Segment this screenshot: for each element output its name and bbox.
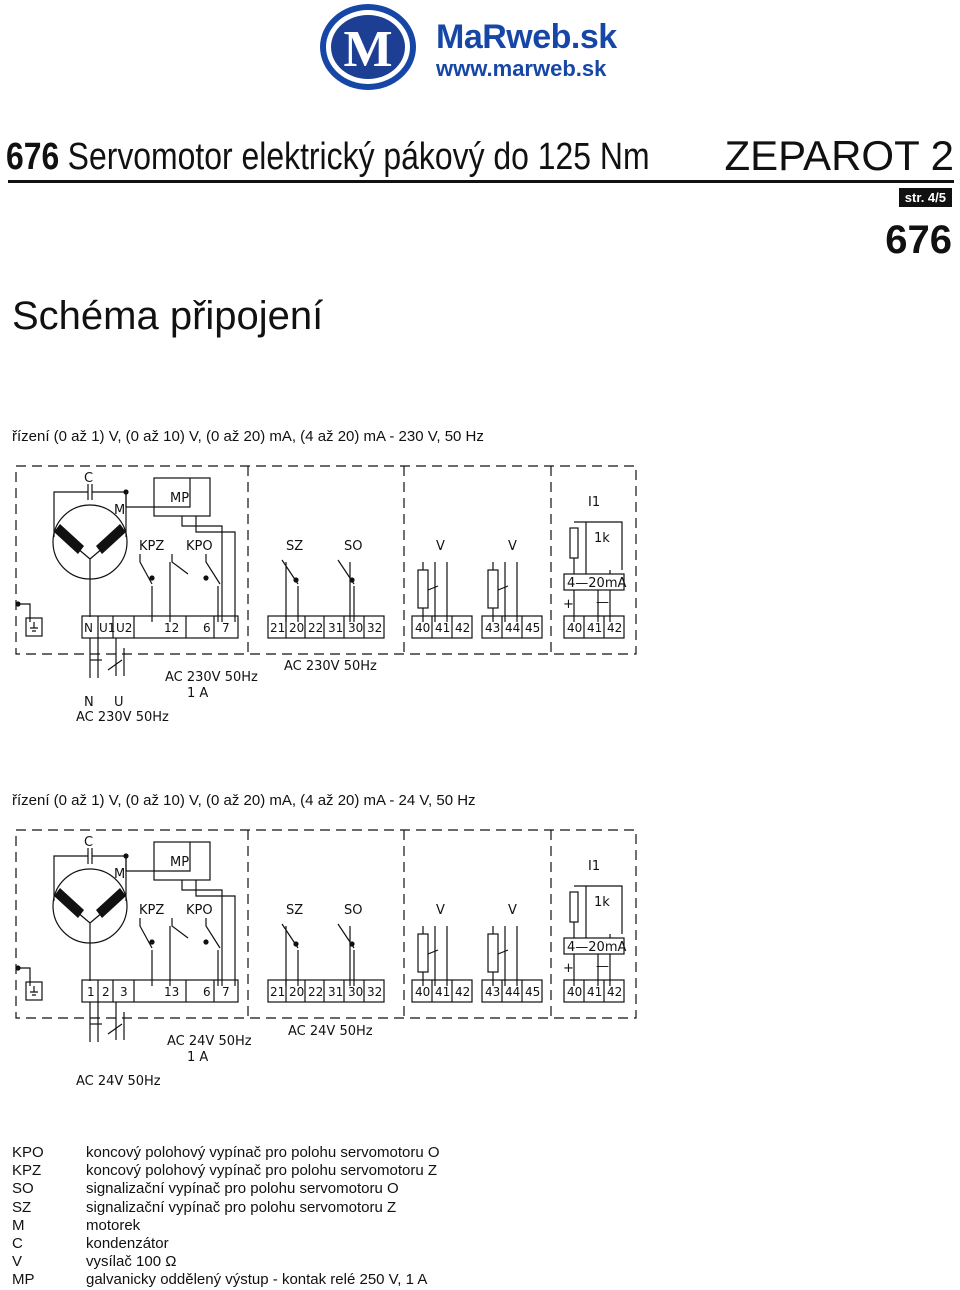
legend-code: M [12, 1216, 25, 1234]
logo-badge [318, 2, 418, 92]
label-u: U [114, 695, 124, 710]
svg-text:32: 32 [367, 621, 383, 635]
legend-text: koncový polohový vypínač pro polohu servomotoru Z [86, 1162, 438, 1180]
label-so: SO [344, 903, 363, 918]
svg-text:30: 30 [348, 985, 364, 999]
svg-text:42: 42 [455, 621, 471, 635]
legend-row [12, 1180, 440, 1198]
product-number: 676 [6, 136, 60, 178]
legend-row [12, 1162, 440, 1180]
supply-main: AC 24V 50Hz [76, 1074, 161, 1089]
svg-text:2: 2 [102, 985, 110, 999]
section-title: Schéma připojení [12, 294, 324, 338]
label-mp: MP [170, 491, 190, 506]
svg-text:22: 22 [308, 621, 324, 635]
svg-text:42: 42 [607, 985, 623, 999]
svg-text:20: 20 [289, 621, 305, 635]
label-c: C [84, 471, 94, 486]
label-mp: MP [170, 855, 190, 870]
svg-text:N: N [84, 621, 93, 635]
legend-code: SZ [12, 1198, 32, 1216]
page-title [6, 136, 650, 179]
label-v2: V [508, 539, 517, 554]
svg-text:6: 6 [203, 985, 211, 999]
legend-text: koncový polohový vypínač pro polohu servomotoru O [86, 1144, 440, 1161]
label-mA: 4—20mA [567, 576, 627, 591]
label-kpo: KPO [186, 903, 213, 918]
label-m: M [114, 503, 126, 518]
svg-text:41: 41 [587, 621, 603, 635]
svg-text:41: 41 [435, 621, 451, 635]
label-sz: SZ [286, 539, 304, 554]
svg-text:40: 40 [415, 621, 431, 635]
label-1k: 1k [594, 895, 610, 910]
legend-text: kondenzátor [86, 1235, 169, 1253]
wiring-diagram-24v [10, 826, 640, 1090]
label-sz: SZ [286, 903, 304, 918]
label-kpz: KPZ [139, 903, 165, 918]
svg-text:31: 31 [328, 621, 344, 635]
label-1k: 1k [594, 531, 610, 546]
svg-text:44: 44 [505, 985, 521, 999]
legend-code: C [12, 1235, 23, 1253]
svg-text:12: 12 [164, 621, 180, 635]
legend-row [12, 1144, 440, 1162]
product-brand: ZEPAROT 2 [724, 132, 954, 179]
header-rule [8, 180, 954, 183]
svg-text:U1: U1 [99, 621, 116, 635]
label-kpz: KPZ [139, 539, 165, 554]
svg-text:7: 7 [222, 985, 230, 999]
svg-text:43: 43 [485, 621, 501, 635]
label-so: SO [344, 539, 363, 554]
label-plus: + [563, 961, 574, 976]
svg-text:41: 41 [587, 985, 603, 999]
label-v1: V [436, 539, 445, 554]
svg-text:21: 21 [270, 985, 286, 999]
svg-text:40: 40 [567, 985, 583, 999]
label-i1: I1 [588, 859, 601, 874]
relay-rating-1: AC 24V 50Hz [167, 1034, 252, 1049]
svg-text:31: 31 [328, 985, 344, 999]
logo-letter: M [343, 21, 393, 78]
label-n: N [84, 695, 94, 710]
relay-rating-1: AC 230V 50Hz [165, 670, 258, 685]
svg-text:21: 21 [270, 621, 286, 635]
supply-main: AC 230V 50Hz [76, 710, 169, 725]
svg-text:42: 42 [607, 621, 623, 635]
legend-text: signalizační vypínač pro polohu servomotoru O [86, 1180, 399, 1198]
wiring-diagram-230v [10, 462, 640, 732]
label-v1: V [436, 903, 445, 918]
legend-text: motorek [86, 1216, 141, 1234]
relay-rating-2: 1 A [187, 686, 209, 701]
relay-rating-2: 1 A [187, 1050, 209, 1065]
signal-supply: AC 230V 50Hz [284, 659, 377, 674]
label-m: M [114, 867, 126, 882]
svg-text:45: 45 [525, 621, 541, 635]
label-plus: + [563, 597, 574, 612]
svg-text:20: 20 [289, 985, 305, 999]
diagram2-caption: řízení (0 až 1) V, (0 až 10) V, (0 až 20) mA, (4 až 20) mA - 24 V, 50 Hz [12, 792, 476, 809]
page-indicator: str. 4/5 [899, 188, 952, 207]
legend-text: signalizační vypínač pro polohu servomotoru Z [86, 1198, 397, 1216]
product-title: Servomotor elektrický pákový do 125 Nm [67, 136, 650, 178]
label-i1: I1 [588, 495, 601, 510]
svg-text:40: 40 [567, 621, 583, 635]
svg-text:U2: U2 [116, 621, 133, 635]
legend [12, 1144, 440, 1290]
svg-text:30: 30 [348, 621, 364, 635]
legend-code: SO [12, 1180, 34, 1198]
label-v2: V [508, 903, 517, 918]
label-mA: 4—20mA [567, 940, 627, 955]
label-kpo: KPO [186, 539, 213, 554]
label-minus: — [596, 959, 609, 974]
svg-text:7: 7 [222, 621, 230, 635]
legend-code: KPO [12, 1144, 44, 1161]
label-c: C [84, 835, 94, 850]
brand-url: www.marweb.sk [436, 56, 607, 81]
legend-row [12, 1271, 440, 1289]
signal-supply: AC 24V 50Hz [288, 1024, 373, 1039]
svg-text:40: 40 [415, 985, 431, 999]
reference-number: 676 [885, 218, 952, 262]
svg-text:43: 43 [485, 985, 501, 999]
svg-text:1: 1 [87, 985, 95, 999]
svg-text:3: 3 [120, 985, 128, 999]
svg-text:22: 22 [308, 985, 324, 999]
label-minus: — [596, 595, 609, 610]
brand-name: MaRweb.sk [436, 18, 617, 56]
legend-row [12, 1253, 440, 1271]
diagram1-caption: řízení (0 až 1) V, (0 až 10) V, (0 až 20) mA, (4 až 20) mA - 230 V, 50 Hz [12, 428, 484, 445]
svg-text:32: 32 [367, 985, 383, 999]
legend-code: V [12, 1253, 23, 1271]
legend-text: galvanicky oddělený výstup - kontak relé 250 V, 1 A [86, 1271, 428, 1289]
svg-text:41: 41 [435, 985, 451, 999]
svg-text:6: 6 [203, 621, 211, 635]
legend-code: MP [12, 1271, 35, 1289]
legend-text: vysílač 100 Ω [86, 1253, 177, 1271]
svg-text:42: 42 [455, 985, 471, 999]
svg-text:45: 45 [525, 985, 541, 999]
legend-row [12, 1235, 440, 1253]
svg-text:44: 44 [505, 621, 521, 635]
legend-row [12, 1199, 440, 1217]
legend-code: KPZ [12, 1162, 42, 1180]
legend-row [12, 1217, 440, 1235]
svg-text:13: 13 [164, 985, 180, 999]
